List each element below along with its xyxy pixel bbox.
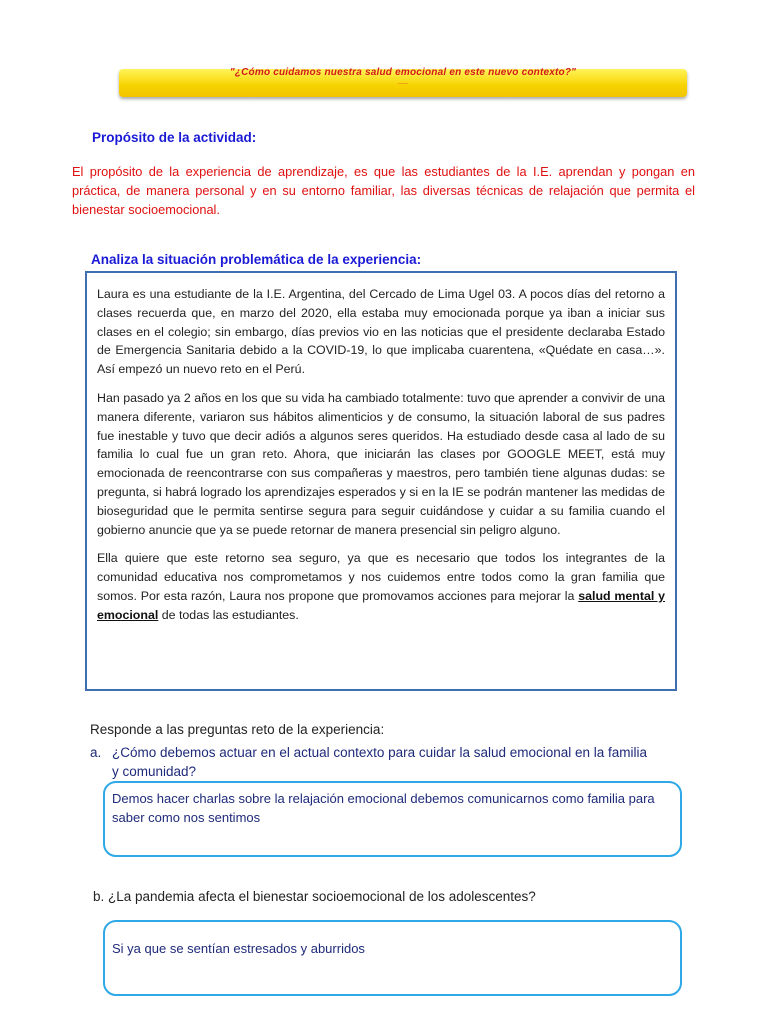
banner-title: "¿Cómo cuidamos nuestra salud emocional en este nuevo contexto?" <box>229 67 577 78</box>
question-a <box>90 743 647 762</box>
question-a-continued: y comunidad? <box>112 764 197 779</box>
situation-story-box <box>85 271 677 691</box>
purpose-text: El propósito de la experiencia de aprendizaje, es que las estudiantes de la I.E. aprendan y pongan en práctica, de manera personal y en su entorno familiar, las diversas técnicas de relajación que permita el bienestar socioemocional. <box>72 164 695 217</box>
banner-subtitle: ___ <box>397 79 408 85</box>
story-paragraph-1: Laura es una estudiante de la I.E. Argentina, del Cercado de Lima Ugel 03. A pocos días del retorno a clases recuerda que, en marzo del 2020, ella estaba muy emocionada porque ya iban a iniciar sus clases en el colegio; sin embargo, días previos vio en las noticias que el presidente declaraba Estado de Emergencia Sanitaria debido a la COVID-19, lo que implicaba cuarentena, «Quédate en casa…». Así empezó un nuevo reto en el Perú. <box>97 287 665 377</box>
answer-b-field[interactable]: Si ya que se sentían estresados y aburridos <box>103 920 682 996</box>
questions-intro: Responde a las preguntas reto de la experiencia: <box>90 722 385 737</box>
situation-heading: Analiza la situación problemática de la experiencia: <box>91 252 422 267</box>
story-paragraph-3 <box>97 549 665 624</box>
question-a-text: ¿Cómo debemos actuar en el actual contexto para cuidar la salud emocional en la familia <box>112 745 648 760</box>
story-paragraph-3-end: de todas las estudiantes. <box>158 607 299 622</box>
answer-a-field[interactable]: Demos hacer charlas sobre la relajación emocional debemos comunicarnos como familia para saber como nos sentimos <box>103 781 682 857</box>
story-paragraph-2: Han pasado ya 2 años en los que su vida ha cambiado totalmente: tuvo que aprender a convivir de una manera diferente, variaron sus hábitos alimenticios y de consumo, la situación laboral de sus padres fue inestable y tuvo que decir adiós a algunos seres queridos. Ha estudiado desde casa al lado de su familia lo cual fue un gran reto. Ahora, que iniciarán las clases por GOOGLE MEET, está muy emocionada de reencontrarse con sus compañeras y maestros, pero también tiene algunas dudas: se pregunta, si habrá logrado los aprendizajes esperados y si en la IE se podrán mantener las medidas de bioseguridad que le permita sentirse segura para seguir cuidándose y cuidar a su familia cuando el gobierno anuncie que ya se puede retornar de manera presencial sin peligro alguno. <box>97 390 665 537</box>
question-a-letter: a. <box>90 745 102 760</box>
question-b: b. ¿La pandemia afecta el bienestar socioemocional de los adolescentes? <box>93 889 536 904</box>
story-highlight: salud mental y emocional <box>97 588 666 622</box>
story-paragraph-3-start: Ella quiere que este retorno sea seguro, ya que es necesario que todos los integrantes de la comunidad educativa nos comprometamos y nos cuidemos entre todos como la gran familia que somos. Por esta razón, Laura nos propone que promovamos acciones para mejorar la <box>97 551 665 603</box>
title-banner <box>119 69 687 97</box>
purpose-heading: Propósito de la actividad: <box>92 130 257 145</box>
